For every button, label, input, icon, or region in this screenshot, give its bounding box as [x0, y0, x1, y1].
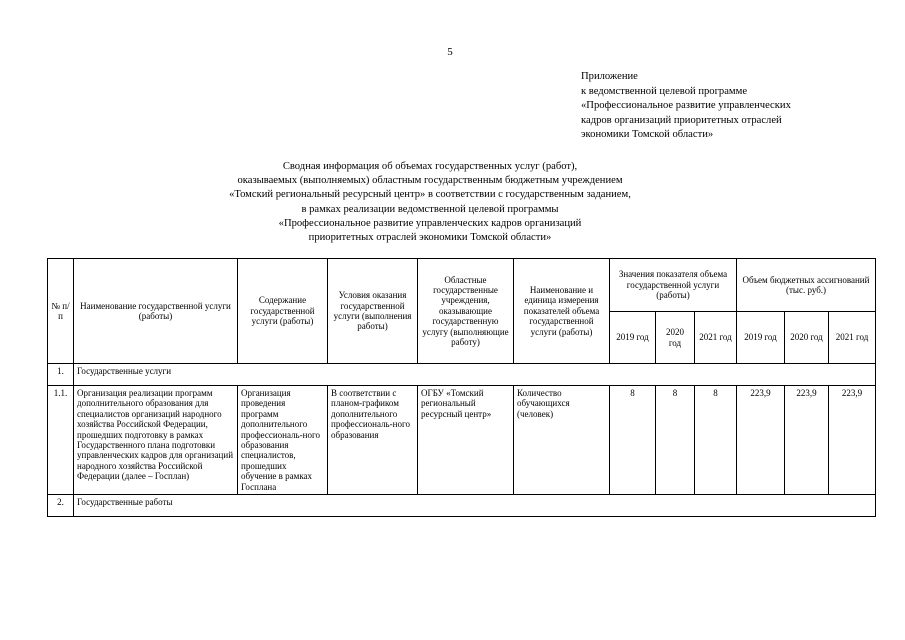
header-service-name: Наименование государственной услуги (работы)	[74, 259, 238, 364]
appendix-line: «Профессиональное развитие управленческих	[581, 100, 791, 111]
row-value-2021: 8	[695, 386, 737, 495]
row-indicator: Количество обучающихся (человек)	[514, 386, 610, 495]
header-year-2021: 2021 год	[695, 312, 737, 364]
row-budget-2021: 223,9	[829, 386, 876, 495]
section-label: Государственные работы	[74, 495, 876, 517]
header-budget: Объем бюджетных ассигнований (тыс. руб.)	[737, 259, 876, 312]
appendix-note	[581, 70, 881, 143]
header-budget-year-2020: 2020 год	[785, 312, 829, 364]
header-indicator: Наименование и единица измерения показателей объема государственной услуги (работы)	[514, 259, 610, 364]
title-line: «Томский региональный ресурсный центр» в соответствии с государственным заданием,	[229, 189, 631, 201]
header-content: Содержание государственной услуги (работы)	[238, 259, 328, 364]
section-row-services	[48, 364, 876, 386]
appendix-line: кадров организаций приоритетных отраслей	[581, 114, 782, 126]
document-title	[150, 160, 710, 245]
header-year-2020: 2020 год	[656, 312, 695, 364]
header-conditions: Условия оказания государственной услуги (выполнения работы)	[328, 259, 418, 364]
title-line: в рамках реализации ведомственной целевой программы	[301, 203, 559, 215]
summary-table	[47, 258, 876, 517]
title-line: Сводная информация об объемах государственных услуг (работ),	[282, 161, 578, 172]
section-row-works	[48, 495, 876, 517]
row-budget-2019: 223,9	[737, 386, 785, 495]
row-service-name: Организация реализации программ дополнительного образования для специалистов организаций народного хозяйства Российской Федерации, прошедших подготовку в рамках Государственного плана подготовки управленческих кадров для организаций народного хозяйства Российской Федерации (далее – Госплан)	[74, 386, 238, 495]
row-conditions: В соответствии с планом-графиком дополнительного профессиональ-ного образования	[328, 386, 418, 495]
header-row	[48, 259, 876, 312]
row-value-2020: 8	[656, 386, 695, 495]
header-budget-year-2021: 2021 год	[829, 312, 876, 364]
page-number: 5	[447, 46, 453, 58]
section-num: 1.	[48, 364, 74, 386]
header-institutions: Областные государственные учреждения, оказывающие государственную услугу (выполняющие работу)	[418, 259, 514, 364]
section-label: Государственные услуги	[74, 364, 876, 386]
title-line: «Профессиональное развитие управленческих кадров организаций	[278, 217, 582, 229]
row-institution: ОГБУ «Томский региональный ресурсный центр»	[418, 386, 514, 495]
header-year-2019: 2019 год	[610, 312, 656, 364]
header-budget-year-2019: 2019 год	[737, 312, 785, 364]
title-line: оказываемых (выполняемых) областным государственным бюджетным учреждением	[237, 175, 623, 187]
section-num: 2.	[48, 495, 74, 517]
header-num: № п/п	[48, 259, 74, 364]
header-indicator-values: Значения показателя объема государственной услуги (работы)	[610, 259, 737, 312]
title-line: приоритетных отраслей экономики Томской области»	[308, 232, 552, 244]
row-content: Организация проведения программ дополнительного профессиональ-ного образования специалистов, прошедших обучение в рамках Госплана	[238, 386, 328, 495]
row-value-2019: 8	[610, 386, 656, 495]
row-budget-2020: 223,9	[785, 386, 829, 495]
appendix-line: к ведомственной целевой программе	[581, 85, 748, 97]
table-row	[48, 386, 876, 495]
row-num: 1.1.	[48, 386, 74, 495]
appendix-line: экономики Томской области»	[581, 129, 714, 140]
appendix-line: Приложение	[581, 71, 638, 82]
